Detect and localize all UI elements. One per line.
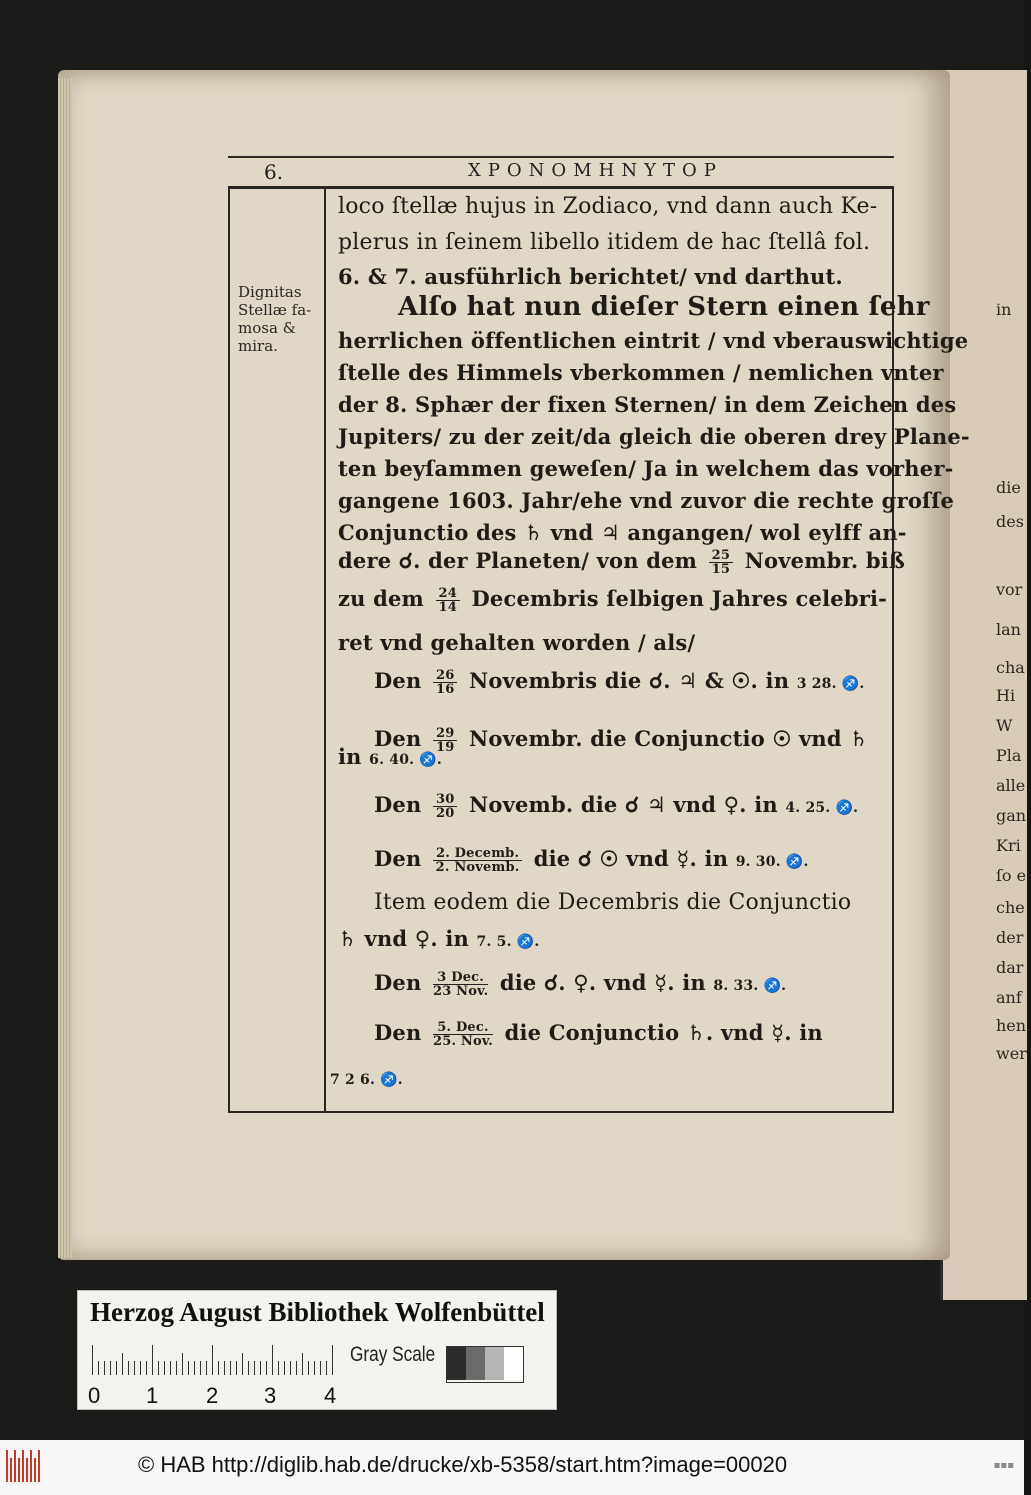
entry-prefix: Den — [374, 1020, 422, 1045]
logo-bar — [18, 1458, 20, 1482]
facing-page-fragment: Pla — [996, 746, 1022, 765]
ruler-tick — [242, 1353, 243, 1375]
ruler-tick — [146, 1361, 147, 1375]
conjunction-entry — [338, 744, 442, 769]
text-line: ten beyſammen geweſen/ Ja in welchem das vorher- — [338, 456, 954, 481]
entry-prefix: in — [338, 744, 362, 769]
fraction-top: 2. Decemb. — [433, 847, 522, 861]
margin-note-line: mira. — [238, 337, 278, 355]
date-fraction — [433, 1021, 493, 1048]
ruler-tick — [200, 1361, 201, 1375]
facing-page-fragment: cha — [996, 658, 1025, 677]
facing-page-fragment: gan — [996, 806, 1027, 825]
scale-ruler — [92, 1345, 332, 1375]
text-line — [338, 586, 887, 614]
ruler-tick — [224, 1361, 225, 1375]
facing-page-fragment: W — [996, 716, 1013, 735]
entry-position: 6. 40. ♐. — [369, 752, 442, 768]
ruler-tick — [236, 1361, 237, 1375]
ruler-tick — [260, 1361, 261, 1375]
library-title: Herzog August Bibliothek Wolfenbüttel — [90, 1297, 545, 1327]
logo-bar — [22, 1450, 24, 1482]
gray-swatch — [447, 1347, 466, 1380]
ruler-tick — [116, 1361, 117, 1375]
ruler-tick — [266, 1361, 267, 1375]
page-edges — [58, 78, 72, 1258]
ruler-tick — [302, 1353, 303, 1375]
ruler-tick — [272, 1345, 273, 1375]
facing-page-fragment: lan — [996, 620, 1021, 639]
entry-position: 9. 30. ♐. — [735, 854, 809, 870]
fraction-top: 24 — [436, 587, 461, 601]
ruler-tick — [254, 1361, 255, 1375]
ruler-tick — [320, 1361, 321, 1375]
margin-note-line: Dignitas — [238, 283, 302, 301]
text-line: Alſo hat nun dieſer Stern einen ſehr — [398, 292, 930, 322]
text-span: zu dem — [338, 586, 424, 611]
date-fraction — [433, 847, 522, 874]
ruler-number: 3 — [264, 1383, 277, 1408]
ruler-tick — [92, 1345, 93, 1375]
ruler-tick — [284, 1361, 285, 1375]
logo-bar — [30, 1450, 32, 1482]
ruler-tick — [230, 1361, 231, 1375]
date-fraction — [433, 971, 488, 998]
conjunction-entry — [374, 970, 786, 998]
text-line — [338, 548, 905, 576]
conjunction-entry — [374, 668, 864, 696]
facing-page-fragment: der — [996, 928, 1024, 947]
entry-prefix: Den — [374, 792, 422, 817]
text-line: herrlichen öffentlichen eintrit / vnd vberauswichtige — [338, 328, 969, 353]
fraction-bottom: 2. Novemb. — [435, 860, 520, 875]
gray-swatch — [504, 1347, 523, 1380]
date-fraction — [433, 669, 458, 696]
text-line: gangene 1603. Jahr/ehe vnd zuvor die rechte groſſe — [338, 488, 955, 513]
text-line: ret vnd gehalten worden / als/ — [338, 630, 696, 655]
running-head-title: ΧΡΟΝΟΜΗΝΥΤΟΡ — [468, 160, 723, 181]
ruler-number: 0 — [88, 1383, 101, 1408]
entry-text: die ☌ ☉ vnd ☿. in — [533, 846, 729, 871]
entry-position: 8. 33. ♐. — [713, 978, 787, 994]
conjunction-entry — [374, 726, 868, 754]
text-line: Jupiters/ zu der zeit/da gleich die oberen drey Plane- — [338, 424, 970, 449]
ruler-tick — [206, 1361, 207, 1375]
ruler-tick — [308, 1361, 309, 1375]
logo-bar — [34, 1458, 36, 1482]
conjunction-entry — [338, 926, 539, 951]
facing-page-fragment: alle — [996, 776, 1026, 795]
ruler-tick — [218, 1361, 219, 1375]
text-line: Item eodem die Decembris die Conjunctio — [374, 890, 852, 915]
ruler-tick — [326, 1361, 327, 1375]
facing-page-fragment: Kri — [996, 836, 1021, 855]
fraction-bottom: 16 — [435, 682, 455, 697]
logo-bar — [26, 1458, 28, 1482]
conjunction-entry — [374, 1020, 823, 1048]
gray-swatch — [485, 1347, 504, 1380]
ruler-tick — [128, 1361, 129, 1375]
text-line: loco ſtellæ hujus in Zodiaco, vnd dann auch Ke- — [338, 194, 878, 219]
entry-text: ♄ vnd ♀. in — [338, 926, 470, 951]
ruler-tick — [104, 1361, 105, 1375]
ruler-tick — [212, 1345, 213, 1375]
ruler-number: 4 — [324, 1383, 337, 1408]
text-line: 6. & 7. ausführlich berichtet/ vnd darthut. — [338, 264, 843, 289]
conjunction-entry — [330, 1072, 403, 1088]
entry-position: 3 28. ♐. — [796, 676, 865, 692]
ruler-tick — [332, 1345, 333, 1375]
ruler-tick — [122, 1353, 123, 1375]
text-span: Decembris ſelbigen Jahres celebri- — [471, 586, 888, 611]
ruler-tick — [314, 1361, 315, 1375]
ruler-tick — [194, 1361, 195, 1375]
facing-page-fragment: Hi — [996, 686, 1016, 705]
facing-page-fragment: des — [996, 512, 1024, 531]
facing-page-fragment: ſo e — [996, 866, 1027, 885]
fraction-bottom: 25. Nov. — [432, 1034, 494, 1049]
text-line: der 8. Sphær der fixen Sternen/ in dem Zeichen des — [338, 392, 957, 417]
entry-text: die ☌. ♀. vnd ☿. in — [499, 970, 706, 995]
text-span: dere ☌. der Planeten/ von dem — [338, 548, 698, 573]
footer-bar — [0, 1440, 1024, 1495]
ruler-tick — [98, 1361, 99, 1375]
date-fraction — [709, 549, 734, 576]
ruler-tick — [182, 1353, 183, 1375]
fraction-bottom: 20 — [435, 806, 455, 821]
facing-page-fragment: dar — [996, 958, 1024, 977]
logo-bar — [38, 1450, 40, 1482]
facing-page-fragment: die — [996, 478, 1021, 497]
hab-logo-icon — [6, 1450, 42, 1482]
facing-page — [940, 70, 1027, 1300]
color-card — [77, 1290, 557, 1410]
ruler-number: 1 — [146, 1383, 159, 1408]
fraction-top: 3 Dec. — [433, 971, 488, 985]
ruler-tick — [278, 1361, 279, 1375]
fraction-bottom: 19 — [435, 740, 455, 755]
conjunction-entry — [374, 846, 809, 874]
margin-note-line: mosa & — [238, 319, 297, 337]
facing-page-fragment: che — [996, 898, 1025, 917]
logo-bar — [14, 1450, 16, 1482]
footer-copyright-link[interactable]: © HAB http://diglib.hab.de/drucke/xb-5358/start.htm?image=00020 — [138, 1452, 788, 1477]
fraction-bottom: 23 Nov. — [432, 984, 489, 999]
entry-prefix: Den — [374, 726, 422, 751]
margin-note — [238, 283, 326, 355]
ruler-tick — [164, 1361, 165, 1375]
text-line: ſtelle des Himmels vberkommen / nemlichen vnter — [338, 360, 944, 385]
date-fraction — [436, 587, 461, 614]
logo-bar — [10, 1458, 12, 1482]
date-fraction — [433, 793, 458, 820]
ruler-tick — [290, 1361, 291, 1375]
entry-prefix: Den — [374, 846, 422, 871]
fraction-top: 26 — [433, 669, 458, 683]
entry-position: 4. 25. ♐. — [785, 800, 859, 816]
entry-prefix: Den — [374, 970, 422, 995]
ruler-tick — [188, 1361, 189, 1375]
fraction-top: 25 — [709, 549, 734, 563]
logo-bar — [6, 1450, 8, 1482]
footer-mark: ▪▪▪ — [993, 1460, 1014, 1471]
text-line: plerus in ſeinem libello itidem de hac ſtellâ fol. — [338, 230, 871, 255]
entry-text: die Conjunctio ♄. vnd ☿. in — [504, 1020, 823, 1045]
ruler-tick — [176, 1361, 177, 1375]
facing-page-fragment: in — [996, 300, 1012, 319]
ruler-tick — [134, 1361, 135, 1375]
entry-prefix: Den — [374, 668, 422, 693]
ruler-tick — [140, 1361, 141, 1375]
ruler-tick — [110, 1361, 111, 1375]
facing-page-fragment: hen. — [996, 1016, 1031, 1035]
ruler-tick — [296, 1361, 297, 1375]
fraction-top: 29 — [433, 727, 458, 741]
facing-page-fragment: vor — [996, 580, 1023, 599]
fraction-bottom: 15 — [711, 562, 731, 577]
entry-text: Novembr. die Conjunctio ☉ vnd ♄ — [468, 726, 869, 751]
fraction-top: 30 — [433, 793, 458, 807]
running-head — [228, 158, 890, 186]
entry-text: Novembris die ☌. ♃ & ☉. in — [468, 668, 790, 693]
entry-text: Novemb. die ☌ ♃ vnd ♀. in — [468, 792, 778, 817]
page-number: 6. — [264, 160, 284, 184]
fraction-bottom: 14 — [438, 600, 457, 615]
gray-swatch — [466, 1347, 485, 1380]
facing-page-fragment: wer — [996, 1044, 1027, 1063]
ruler-tick — [248, 1361, 249, 1375]
ruler-tick — [158, 1361, 159, 1375]
entry-position: 7. 5. ♐. — [476, 934, 540, 950]
gray-scale-label: Gray Scale — [350, 1343, 436, 1366]
facing-page-fragment: anf — [996, 988, 1022, 1007]
ruler-number: 2 — [206, 1383, 219, 1408]
margin-note-line: Stellæ fa- — [238, 301, 312, 319]
ruler-tick — [152, 1345, 153, 1375]
entry-position: 7 2 6. ♐. — [330, 1072, 403, 1088]
text-span: Novembr. biß — [744, 548, 906, 573]
text-line: Conjunctio des ♄ vnd ♃ angangen/ wol eylff an- — [338, 520, 907, 545]
ruler-tick — [170, 1361, 171, 1375]
fraction-top: 5. Dec. — [433, 1021, 493, 1035]
conjunction-entry — [374, 792, 858, 820]
